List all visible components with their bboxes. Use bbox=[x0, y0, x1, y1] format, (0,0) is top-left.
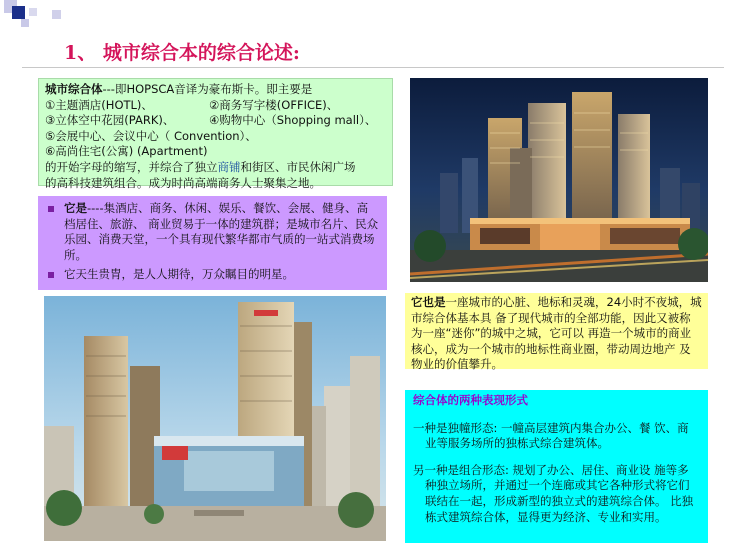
slide-title: 1、 城市综合本的综合论述: bbox=[64, 42, 300, 64]
definition-line-6 bbox=[45, 160, 386, 176]
corner-decoration bbox=[0, 0, 40, 30]
item-mall: ④购物中心（Shopping mall）、 bbox=[209, 113, 377, 128]
definition-line-1 bbox=[45, 82, 386, 98]
form-single: 一种是独幢形态: 一幢高层建筑内集合办公、餐 饮、商业等服务场所的独栋式综合建筑体。 bbox=[413, 420, 689, 451]
bullet-body: ----集酒店、商务、休闲、娱乐、餐饮、会展、健身、高档居住、旅游、 商业贸易于一体的建筑群；是城市名片、民众乐园、消费天堂，一个具有现代繁华都市气质的一站式消费场所。 bbox=[64, 201, 379, 262]
definition-line-2 bbox=[45, 98, 386, 114]
night-complex-photo bbox=[410, 78, 708, 282]
definition-text: 的开始字母的缩写，并综合了独立 bbox=[45, 159, 218, 174]
title-divider bbox=[22, 67, 724, 68]
definition-box bbox=[38, 78, 393, 190]
forms-title: 综合体的两种表现形式 bbox=[413, 393, 528, 407]
definition-line-3 bbox=[45, 113, 386, 129]
features-box bbox=[38, 196, 387, 290]
item-apartment: ⑥高尚住宅(公寓) (Apartment) bbox=[45, 144, 208, 159]
city-heart-box bbox=[405, 293, 708, 372]
decor-square bbox=[29, 8, 37, 16]
daytime-complex-illustration bbox=[44, 296, 386, 541]
bullet-text: 它天生贵胄，是人人期待，万众瞩目的明星。 bbox=[64, 267, 294, 282]
heart-bold: 它也是 bbox=[411, 295, 446, 309]
item-office: ②商务写字楼(OFFICE)、 bbox=[209, 97, 339, 112]
bullet-icon bbox=[48, 206, 54, 212]
forms-box bbox=[405, 390, 708, 543]
list-item bbox=[44, 201, 379, 263]
decor-square bbox=[21, 19, 29, 27]
definition-intro: ---即HOPSCA音译为豪布斯卡。即主要是 bbox=[102, 82, 313, 96]
item-park: ③立体空中花园(PARK)、 bbox=[45, 113, 175, 128]
item-hotel: ①主题酒店(HOTL)、 bbox=[45, 97, 153, 112]
bullet-bold: 它是 bbox=[64, 201, 87, 215]
decor-square bbox=[12, 6, 25, 19]
list-item bbox=[44, 267, 379, 283]
bullet-icon bbox=[48, 272, 54, 278]
daytime-complex-photo bbox=[44, 296, 386, 541]
definition-line-7: 的高科技建筑组合。成为时尚高端商务人士聚集之地。 bbox=[45, 175, 321, 190]
item-convention: ⑤会展中心、会议中心（ Convention）、 bbox=[45, 128, 257, 143]
shops-link[interactable]: 商铺 bbox=[217, 159, 241, 174]
bullet-text bbox=[64, 201, 379, 263]
form-combined: 另一种是组合形态: 规划了办公、居住、商业设 施等多种独立场所，并通过一个连廊或其它各种形式将它们联结在一起，形成新型的独立式的建筑综合体。 比独栋式建筑综合体，显得更为经济、专业和实用。 bbox=[413, 462, 694, 524]
decor-square bbox=[52, 10, 61, 19]
night-complex-illustration bbox=[410, 78, 708, 282]
heart-text: 一座城市的心脏、地标和灵魂，24小时不夜城，城市综合体基本具 备了现代城市的全部功能，因此又被称为一座“迷你”的城中之城，它可以 再造一个城市的商业核心，成为一个城市的地标性商业圈，带动周边地产 及物业的价值攀升。 bbox=[411, 295, 702, 372]
definition-text: 和街区、市民休闲广场 bbox=[240, 159, 356, 174]
term-label: 城市综合体 bbox=[45, 82, 103, 96]
